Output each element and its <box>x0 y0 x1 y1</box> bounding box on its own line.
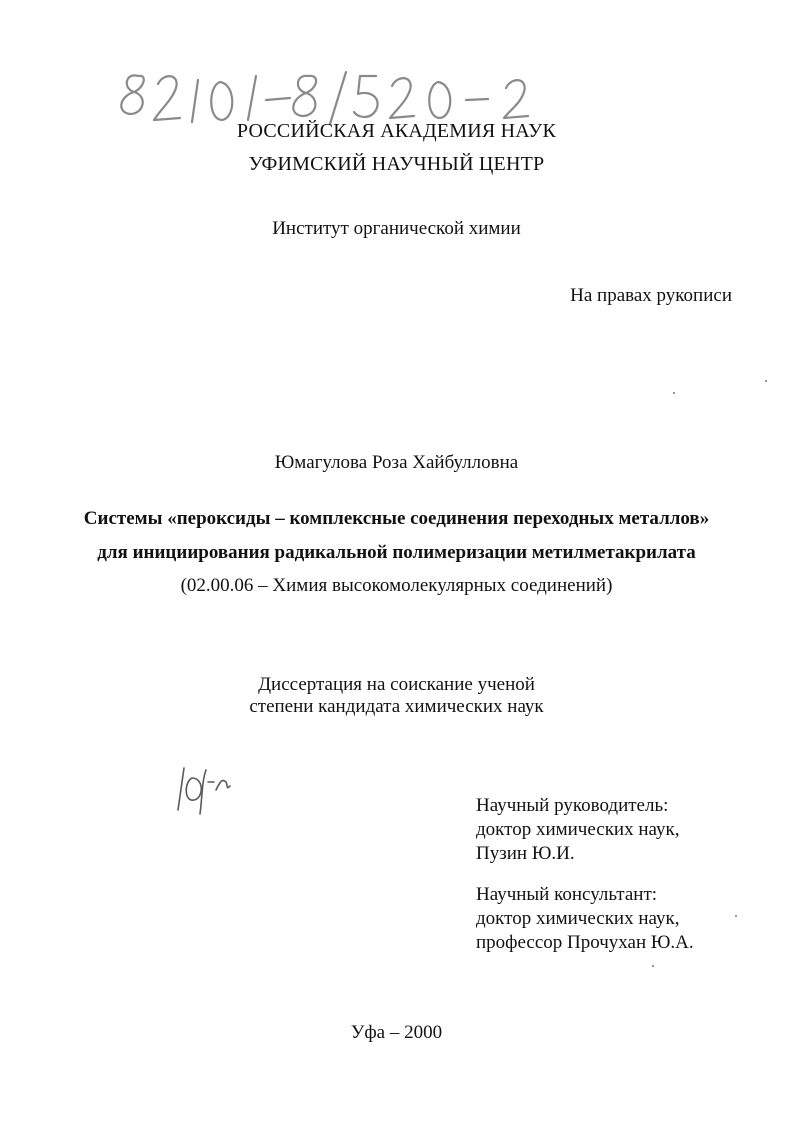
scan-speck <box>652 965 654 967</box>
thesis-title-line-1: Системы «пероксиды – комплексные соединения переходных металлов» <box>83 508 710 529</box>
specialty-code: (02.00.06 – Химия высокомолекулярных соединений) <box>180 575 613 596</box>
consultant-block <box>476 883 694 955</box>
handwritten-signature <box>170 760 240 820</box>
author-name: Юмагулова Роза Хайбулловна <box>274 452 519 473</box>
supervisor-block <box>476 794 679 866</box>
institute-name: Институт органической химии <box>272 218 521 239</box>
research-center-name: УФИМСКИЙ НАУЧНЫЙ ЦЕНТР <box>248 153 545 175</box>
supervisor-role: Научный руководитель: <box>476 795 669 816</box>
scan-speck <box>673 392 675 394</box>
consultant-role: Научный консультант: <box>476 884 658 905</box>
dissertation-statement-line-1: Диссертация на соискание ученой <box>258 674 535 695</box>
scan-speck <box>765 380 767 382</box>
supervisor-name: Пузин Ю.И. <box>476 843 575 864</box>
city-and-year: Уфа – 2000 <box>350 1022 443 1043</box>
supervisor-degree: доктор химических наук, <box>476 819 680 840</box>
thesis-title-line-2: для инициирования радикальной полимеризации метилметакрилата <box>97 542 696 563</box>
consultant-degree: доктор химических наук, <box>476 908 680 929</box>
consultant-name: профессор Прочухан Ю.А. <box>476 932 694 953</box>
dissertation-statement-line-2: степени кандидата химических наук <box>249 696 544 717</box>
academy-name: РОССИЙСКАЯ АКАДЕМИЯ НАУК <box>236 120 557 142</box>
manuscript-rights-note: На правах рукописи <box>570 285 732 306</box>
scan-speck <box>735 915 737 917</box>
